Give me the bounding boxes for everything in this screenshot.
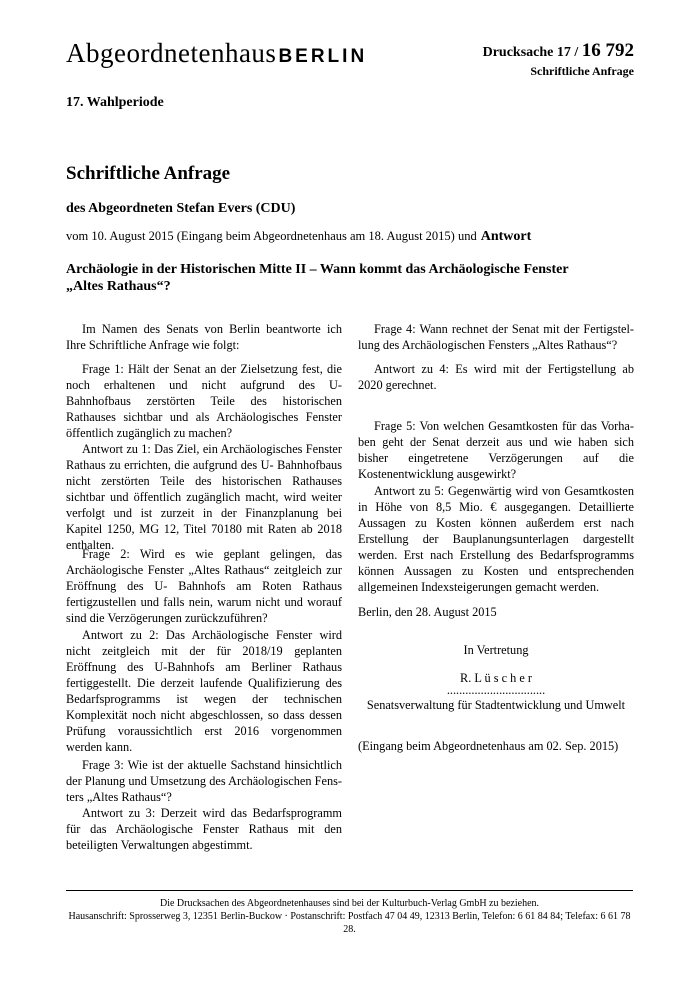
- answer-1-block: [66, 441, 342, 553]
- drucksache-label: Drucksache 17 /: [482, 45, 582, 60]
- topic-heading: [66, 261, 626, 295]
- question-2: Frage 2: Wird es wie geplant gelingen, das Archäologische Fenster „Altes Rathaus“ zeitgleich zur Eröffnung des U- Bahnhofs am Roten Rathaus fertigzustellen und falls nein, warum nicht und worauf sind die Verzögerungen zurückzuführen?: [66, 547, 342, 625]
- answer-4: Antwort zu 4: Es wird mit der Fertigstellung ab 2020 gerechnet.: [358, 362, 634, 392]
- wahlperiode: 17. Wahlperiode: [66, 95, 164, 110]
- question-5: Frage 5: Von welchen Gesamtkosten für das Vorhaben geht der Senat derzeit aus und wie haben sich bisher eingetretene Verzögerungen auf die Kostenentwicklung ausgewirkt?: [358, 419, 634, 481]
- topic-line-2: „Altes Rathaus“?: [66, 279, 171, 294]
- left-column: [66, 321, 342, 353]
- page-title: Schriftliche Anfrage: [66, 163, 231, 184]
- answer-5: Antwort zu 5: Gegenwärtig wird von Gesamtkosten in Höhe von 8,5 Mio. € ausgegangen. Detaillierte Aussagen zu Kosten können außerdem erst nach Erstellung der Bauplanungsunterlagen dargestellt werden. Erst nach Erstellung des Bedarfsprogramms können Aussagen zu Kosten und entsprechenden allgemeinen Indexsteigerungen gemacht werden.: [358, 484, 634, 594]
- signer-name: R. L ü s c h e r: [460, 671, 532, 685]
- signature-dots: ................................: [446, 683, 546, 697]
- topic-line-1: Archäologie in der Historischen Mitte II – Wann kommt das Archäologische Fenster: [66, 262, 569, 277]
- footer-divider: [66, 890, 633, 891]
- intro-paragraph: Im Namen des Senats von Berlin beantworte ich Ihre Schriftliche Anfrage wie folgt:: [66, 322, 342, 352]
- answer-5-block: [358, 483, 634, 595]
- eingang-block: [358, 738, 650, 754]
- drucksache-number: 16 792: [581, 40, 634, 61]
- place-date-block: [358, 604, 634, 620]
- question-1-block: [66, 361, 342, 441]
- footer-line-2: Hausanschrift: Sprosserweg 3, 12351 Berlin-Buckow · Postanschrift: Postfach 47 04 49, 12313 Berlin, Telefon: 6 61 84 84; Telefax: 6 61 78 28.: [68, 911, 631, 935]
- drucksache-block: [483, 40, 634, 79]
- answer-3: Antwort zu 3: Derzeit wird das Bedarfsprogramm für das Archäologische Fenster Rathaus mit den beteiligten Verwaltungen abgestimmt.: [66, 806, 342, 852]
- answer-2: Antwort zu 2: Das Archäologische Fenster wird nicht zeitgleich mit der für 2018/19 geplanten Eröffnung des U-Bahnhofs am Berliner Rathaus fertiggestellt. Die derzeit laufende Qualifizierung des Bedarfsprogramms ist wegen der technischen Komplexität noch nicht abgeschlossen, so dass dessen Prüfung voraussichtlich erst 2016 vorgenommen werden kann.: [66, 628, 342, 754]
- doc-type: Schriftliche Anfrage: [530, 64, 634, 78]
- answer-4-block: [358, 361, 634, 393]
- logo-city: BERLIN: [278, 46, 368, 67]
- question-5-block: [358, 418, 634, 482]
- authority: Senatsverwaltung für Stadtentwicklung und Umwelt: [366, 698, 626, 712]
- answer-3-block: [66, 805, 342, 853]
- question-3: Frage 3: Wie ist der aktuelle Sachstand hinsichtlich der Planung und Umsetzung des Archäologischen Fensters „Altes Rathaus“?: [66, 758, 342, 804]
- question-1: Frage 1: Hält der Senat an der Zielsetzung fest, die noch erhaltenen und nicht aufgrund des U- Bahnhofbaus zerstörten Teile des historischen Rathauses sichtbar und als Archäologisches Fenster öffentlich zugänglich zu machen?: [66, 362, 342, 440]
- question-2-block: [66, 546, 342, 626]
- place-date: Berlin, den 28. August 2015: [358, 605, 497, 619]
- dateline-text: vom 10. August 2015 (Eingang beim Abgeordnetenhaus am 18. August 2015) und: [66, 229, 477, 243]
- question-3-block: [66, 757, 342, 805]
- vertretung: In Vertretung: [463, 643, 529, 657]
- question-4: Frage 4: Wann rechnet der Senat mit der Fertigstellung des Archäologischen Fensters „Altes Rathaus“?: [358, 322, 634, 352]
- answer-1: Antwort zu 1: Das Ziel, ein Archäologisches Fenster Rathaus zu errichten, die aufgrund des U- Bahnhofbaus nicht zerstörten Teile des historischen Rathauses sichtbar und öffentlich zugänglich macht, wird weiter verfolgt und ist zurzeit in der Finanzplanung bei Kapitel 1250, MG 12, Titel 70180 mit Raten ab 2018 enthalten.: [66, 442, 342, 552]
- footer: [66, 897, 633, 936]
- antwort-label: Antwort: [480, 229, 532, 244]
- dateline: [66, 229, 531, 245]
- page-subtitle: des Abgeordneten Stefan Evers (CDU): [66, 201, 296, 216]
- parliament-logo: [66, 38, 367, 69]
- question-4-block: [358, 321, 634, 353]
- answer-2-block: [66, 627, 342, 755]
- footer-line-1: Die Drucksachen des Abgeordnetenhauses sind bei der Kulturbuch-Verlag GmbH zu beziehen.: [159, 898, 540, 909]
- logo-word: Abgeordnetenhaus: [66, 38, 277, 68]
- eingang-note: (Eingang beim Abgeordnetenhaus am 02. Sep. 2015): [358, 739, 619, 753]
